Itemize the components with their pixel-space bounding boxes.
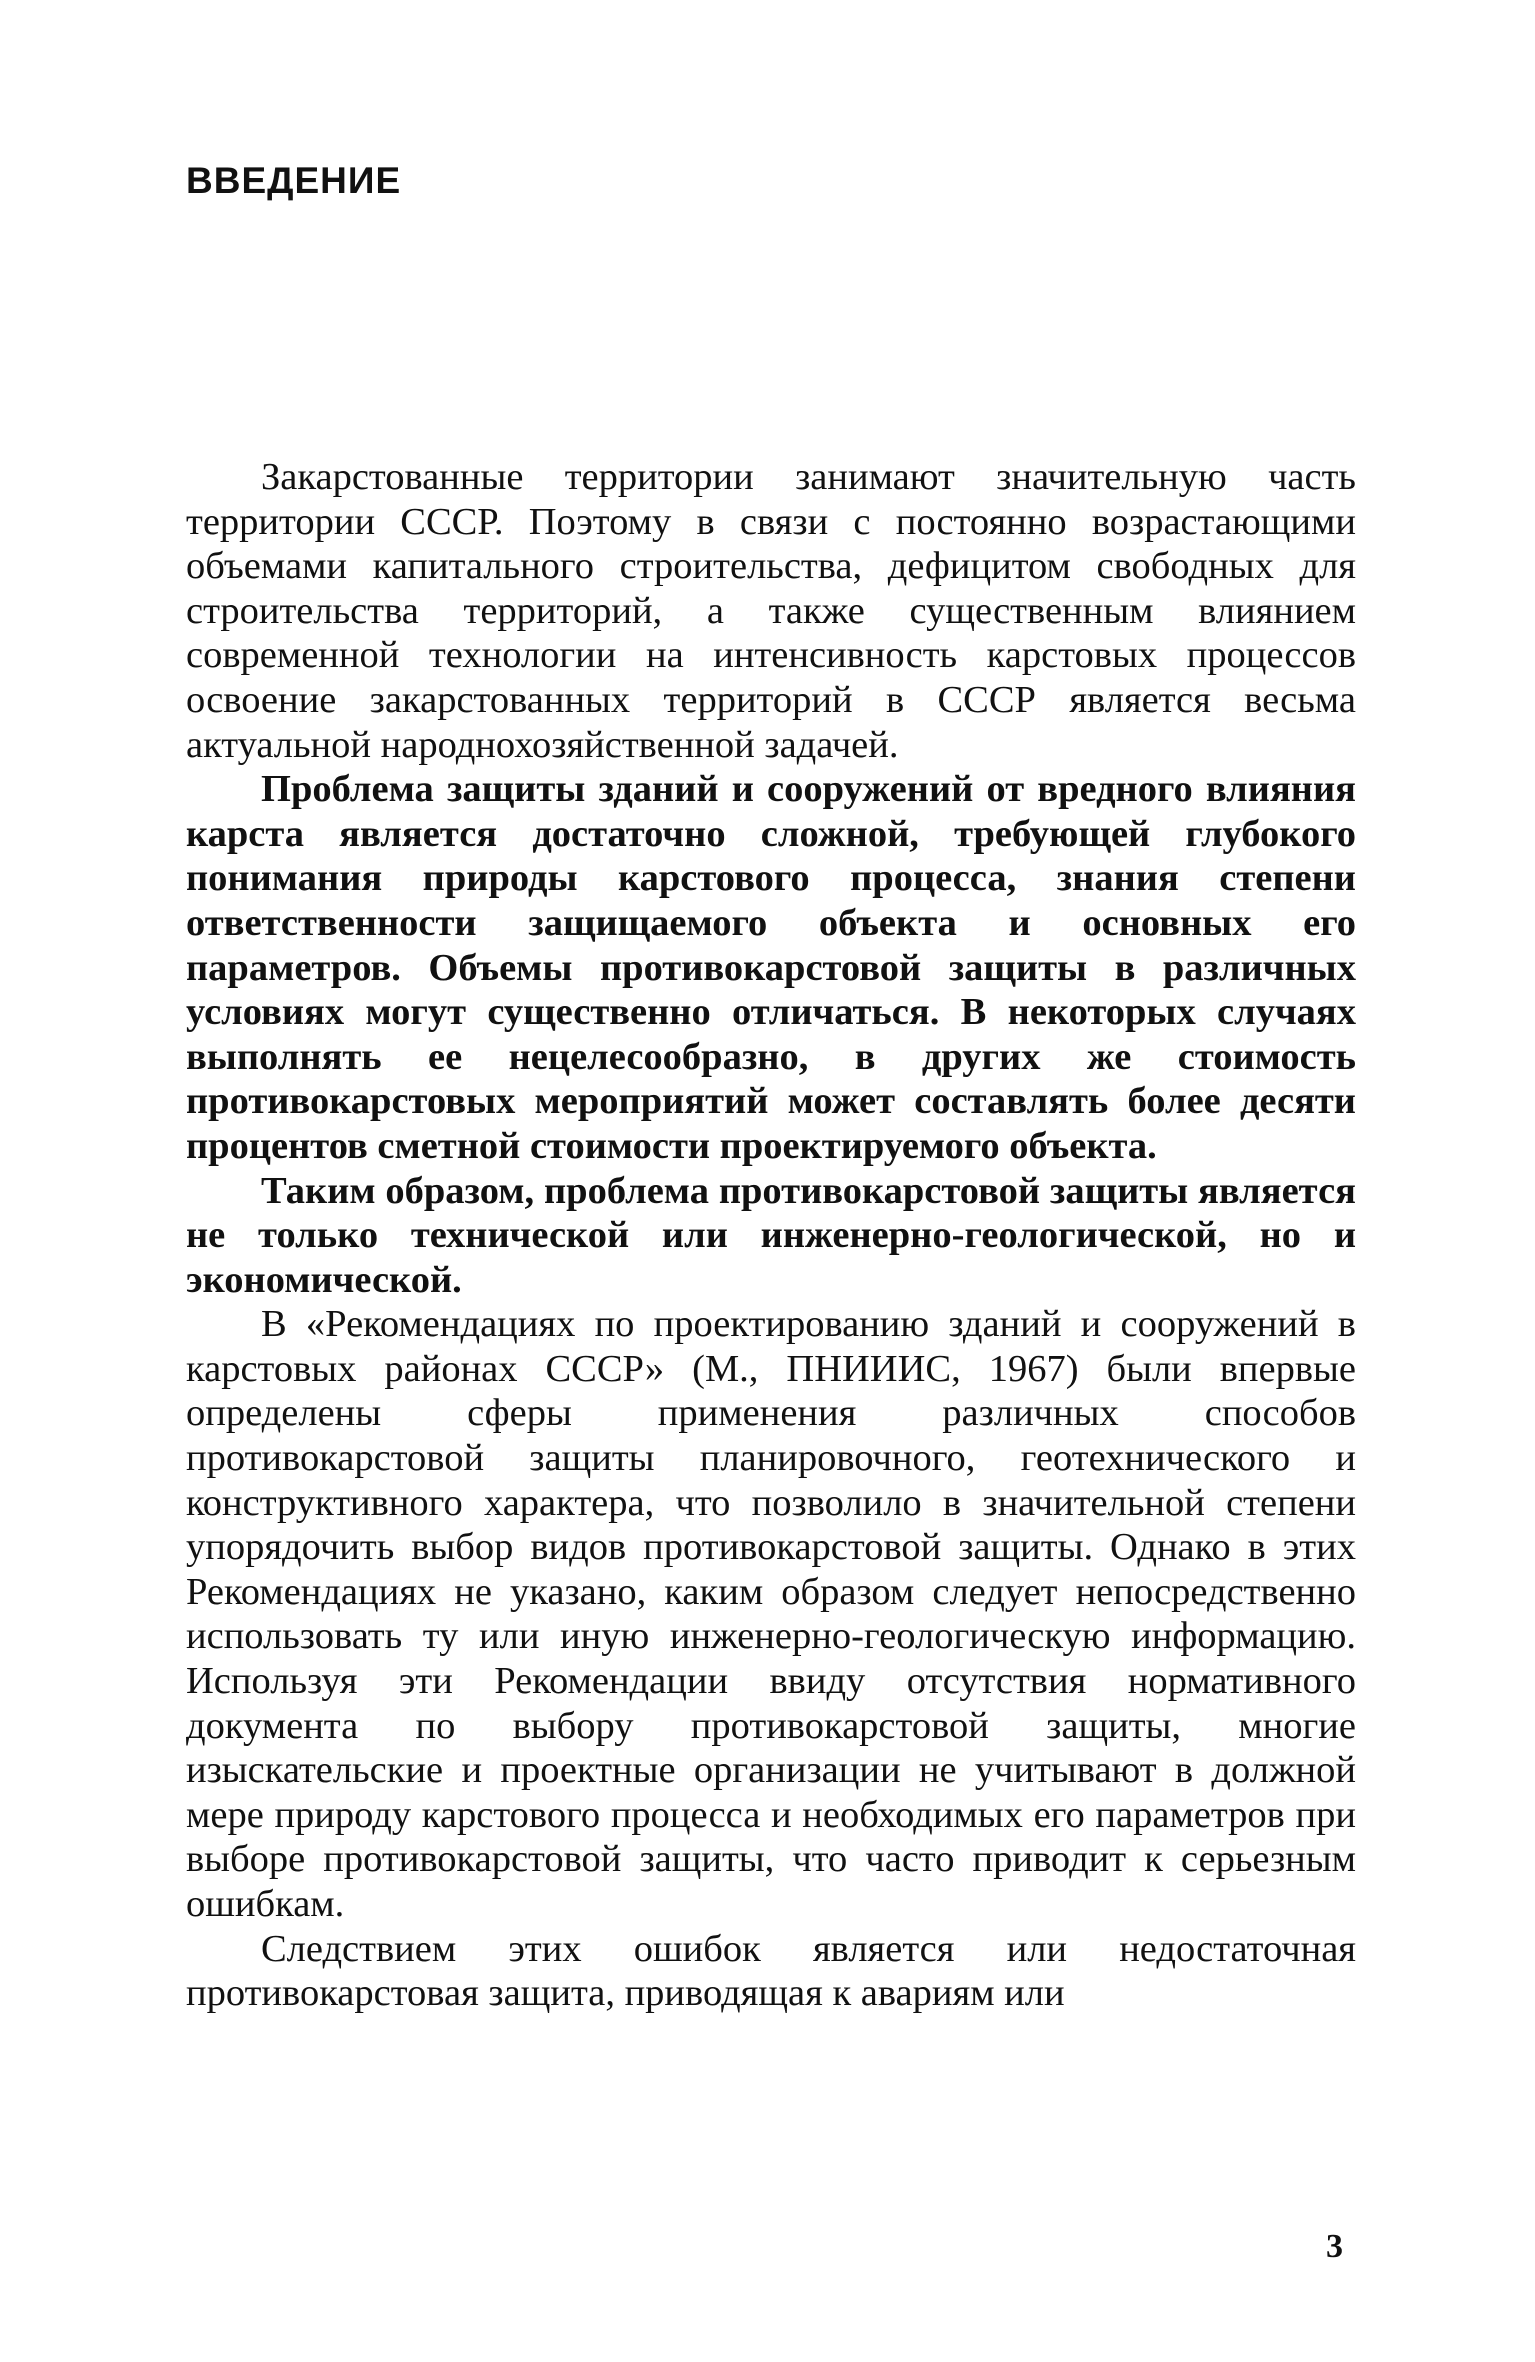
paragraph-1: Закарстованные территории занимают значительную часть территории СССР. Поэтому в связи с постоянно возрастающими объемами капитального строительства, дефицитом свободных для строительства территорий, а также существенным влиянием современной технологии на интенсивность карстовых процессов освоение закарстованных территорий в СССР является весьма актуальной народнохозяйственной задачей. xyxy=(186,456,1356,766)
paragraph-3: Таким образом, проблема противокарстовой защиты является не только технической или инженерно-геологической, но и экономической. xyxy=(186,1169,1356,1301)
paragraph-4: В «Рекомендациях по проектированию зданий и сооружений в карстовых районах СССР» (М., ПНИИИС, 1967) были впервые определены сферы применения различных способов противокарстовой защиты планировочного, геотехнического и конструктивного характера, что позволило в значительной степени упорядочить выбор видов противокарстовой защиты. Однако в этих Рекомендациях не указано, каким образом следует непосредственно использовать ту или иную инженерно-геологическую информацию. Используя эти Рекомендации ввиду отсутствия нормативного документа по выбору противокарстовой защиты, многие изыскательские и проектные организации не учитывают в должной мере природу карстового процесса и необходимых его параметров при выборе противокарстовой защиты, что часто приводит к серьезным ошибкам. xyxy=(186,1303,1356,1925)
paragraph-5: Следствием этих ошибок является или недостаточная противокарстовая защита, приводящая к авариям или xyxy=(186,1927,1356,2015)
body-text xyxy=(186,455,1356,2016)
page-heading: ВВЕДЕНИЕ xyxy=(186,160,402,201)
paragraph-2: Проблема защиты зданий и сооружений от вредного влияния карста является достаточно сложной, требующей глубокого понимания природы карстового процесса, знания степени ответственности защищаемого объекта и основных его параметров. Объемы противокарстовой защиты в различных условиях могут существенно отличаться. В некоторых случаях выполнять ее нецелесообразно, в других же стоимость противокарстовых мероприятий может составлять более десяти процентов сметной стоимости проектируемого объекта. xyxy=(186,768,1356,1167)
page-number: 3 xyxy=(1326,2228,1343,2265)
